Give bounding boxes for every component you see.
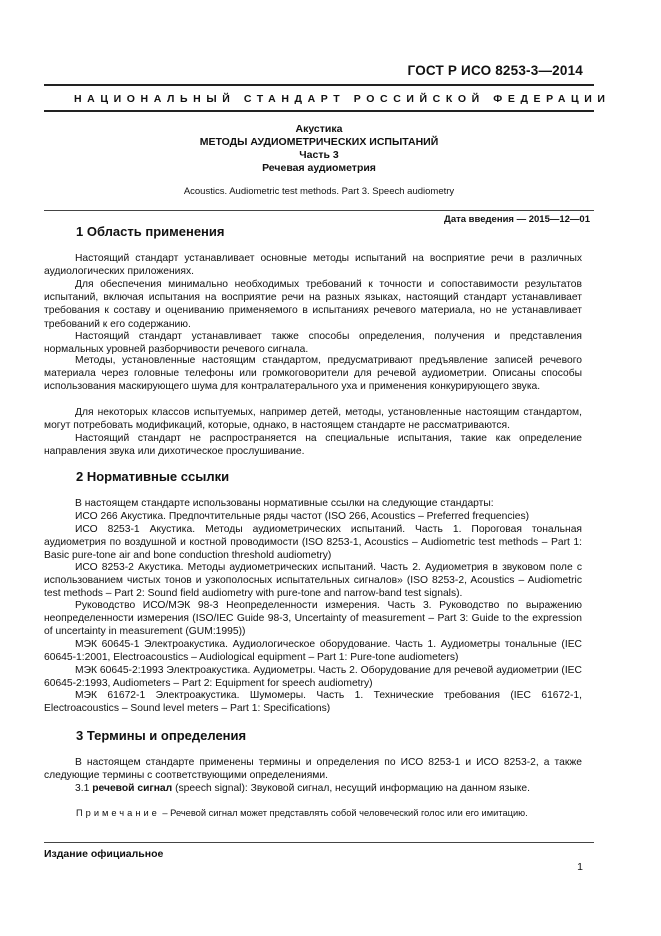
title-line-1: Акустика [295, 123, 343, 135]
header-rule-bottom [44, 110, 594, 112]
section-3-heading: 3 Термины и определения [76, 728, 247, 743]
document-code: ГОСТ Р ИСО 8253-3—2014 [407, 63, 583, 78]
section-2-reference: ИСО 8253-2 Акустика. Методы аудиометрических испытаний. Часть 2. Аудиометрия в звуковом поле с использованием чистых тонов и узкополосных испытательных сигналов» (ISO 8253-2, Acoustics – Audiometric test methods – Part 2: Sound field audiometry with pure-tone and narrow-band test signals). [44, 562, 582, 600]
section-2-reference: ИСО 8253-1 Акустика. Методы аудиометрических испытаний. Часть 1. Пороговая тональная аудиометрия по воздушной и костной проводимости (ISO 8253-1, Acoustics – Audiometric test methods – Part 1: Basic pure-tone air and bone conduction threshold audiometry) [44, 524, 582, 562]
section-1-heading: 1 Область применения [76, 224, 225, 239]
english-title: Acoustics. Audiometric test methods. Part 3. Speech audiometry [183, 186, 455, 197]
section-1-paragraph: Для обеспечения минимально необходимых требований к точности и сопоставимости результатов испытаний, включая испытания на восприятие речи на разных языках, настоящий стандарт устанавливает требования к составу и оцениванию применяемого в испытаниях речевого материала, но не устанавливает требований к его содержанию. [44, 279, 582, 330]
section-1-paragraph: Настоящий стандарт не распространяется на специальные испытания, такие как определение направления звука или дихотическое прослушивание. [44, 433, 582, 458]
section-2-reference: МЭК 60645-2:1993 Электроакустика. Аудиометры. Часть 2. Оборудование для речевой аудиометрии (IEC 60645-2:1993, Audiometers – Part 2: Equipment for speech audiometry) [44, 665, 582, 690]
page-number: 1 [577, 861, 583, 873]
title-line-3: Часть 3 [299, 149, 339, 161]
term-name: речевой сигнал [92, 783, 173, 794]
section-1-paragraph: Методы, установленные настоящим стандартом, предусматривают предъявление записей речевого материала через головные телефоны или громкоговорители для речевой аудиометрии. Описаны способы использования маскирующего шума для контралатерального уха и применения конкурирующего звука. [44, 355, 582, 393]
section-2-reference: ИСО 266 Акустика. Предпочтительные ряды частот (ISO 266, Acoustics – Preferred frequencies) [75, 511, 530, 522]
section-2-heading: 2 Нормативные ссылки [76, 469, 230, 484]
title-line-4: Речевая аудиометрия [262, 162, 376, 174]
introduction-date: Дата введения — 2015—12—01 [444, 214, 590, 225]
note [76, 808, 528, 818]
note-label: Примечание [76, 808, 160, 818]
section-2-reference: МЭК 60645-1 Электроакустика. Аудиологическое оборудование. Часть 1. Аудиометры тональные (IEC 60645-1:2001, Electroacoustics – Audiological equipment – Part 1: Pure-tone audiometers) [44, 639, 582, 664]
title-line-2: МЕТОДЫ АУДИОМЕТРИЧЕСКИХ ИСПЫТАНИЙ [199, 136, 439, 148]
section-2-paragraph: В настоящем стандарте использованы нормативные ссылки на следующие стандарты: [75, 498, 494, 509]
national-standard-banner: НАЦИОНАЛЬНЫЙ СТАНДАРТ РОССИЙСКОЙ ФЕДЕРАЦИИ [74, 93, 611, 105]
title-rule [44, 210, 594, 211]
header-rule-top [44, 84, 594, 86]
section-1-paragraph: Для некоторых классов испытуемых, например детей, методы, установленные настоящим стандартом, могут потребовать модификаций, которые, однако, в настоящем стандарте не рассматриваются. [44, 407, 582, 432]
section-1-paragraph: Настоящий стандарт устанавливает также способы определения, получения и представления нормальных уровней разборчивости речевого сигнала. [44, 331, 582, 356]
note-text: – Речевой сигнал может представлять собой человеческий голос или его имитацию. [162, 808, 528, 818]
section-2-reference: Руководство ИСО/МЭК 98-3 Неопределенности измерения. Часть 3. Руководство по выражению неопределенности измерения (ISO/IEC Guide 98-3, Uncertainty of measurement – Part 3: Guide to the expression of uncertainty in measurement (GUM:1995)) [44, 600, 582, 638]
section-2-reference: МЭК 61672-1 Электроакустика. Шумомеры. Часть 1. Технические требования (IEC 61672-1, Electroacoustics – Sound level meters – Part 1: Specifications) [44, 690, 582, 715]
title-block [44, 123, 594, 175]
term-definition: 3.1 речевой сигнал (speech signal): Звуковой сигнал, несущий информацию на данном языке. [75, 783, 530, 794]
section-1-paragraph: Настоящий стандарт устанавливает основные методы испытаний на восприятие речи в различных аудиологических приложениях. [44, 253, 582, 278]
section-3-paragraph: В настоящем стандарте применены термины и определения по ИСО 8253-1 и ИСО 8253-2, а также следующие термины с соответствующими определениями. [44, 757, 582, 782]
footer-rule [44, 842, 594, 843]
official-edition-label: Издание официальное [44, 848, 164, 860]
